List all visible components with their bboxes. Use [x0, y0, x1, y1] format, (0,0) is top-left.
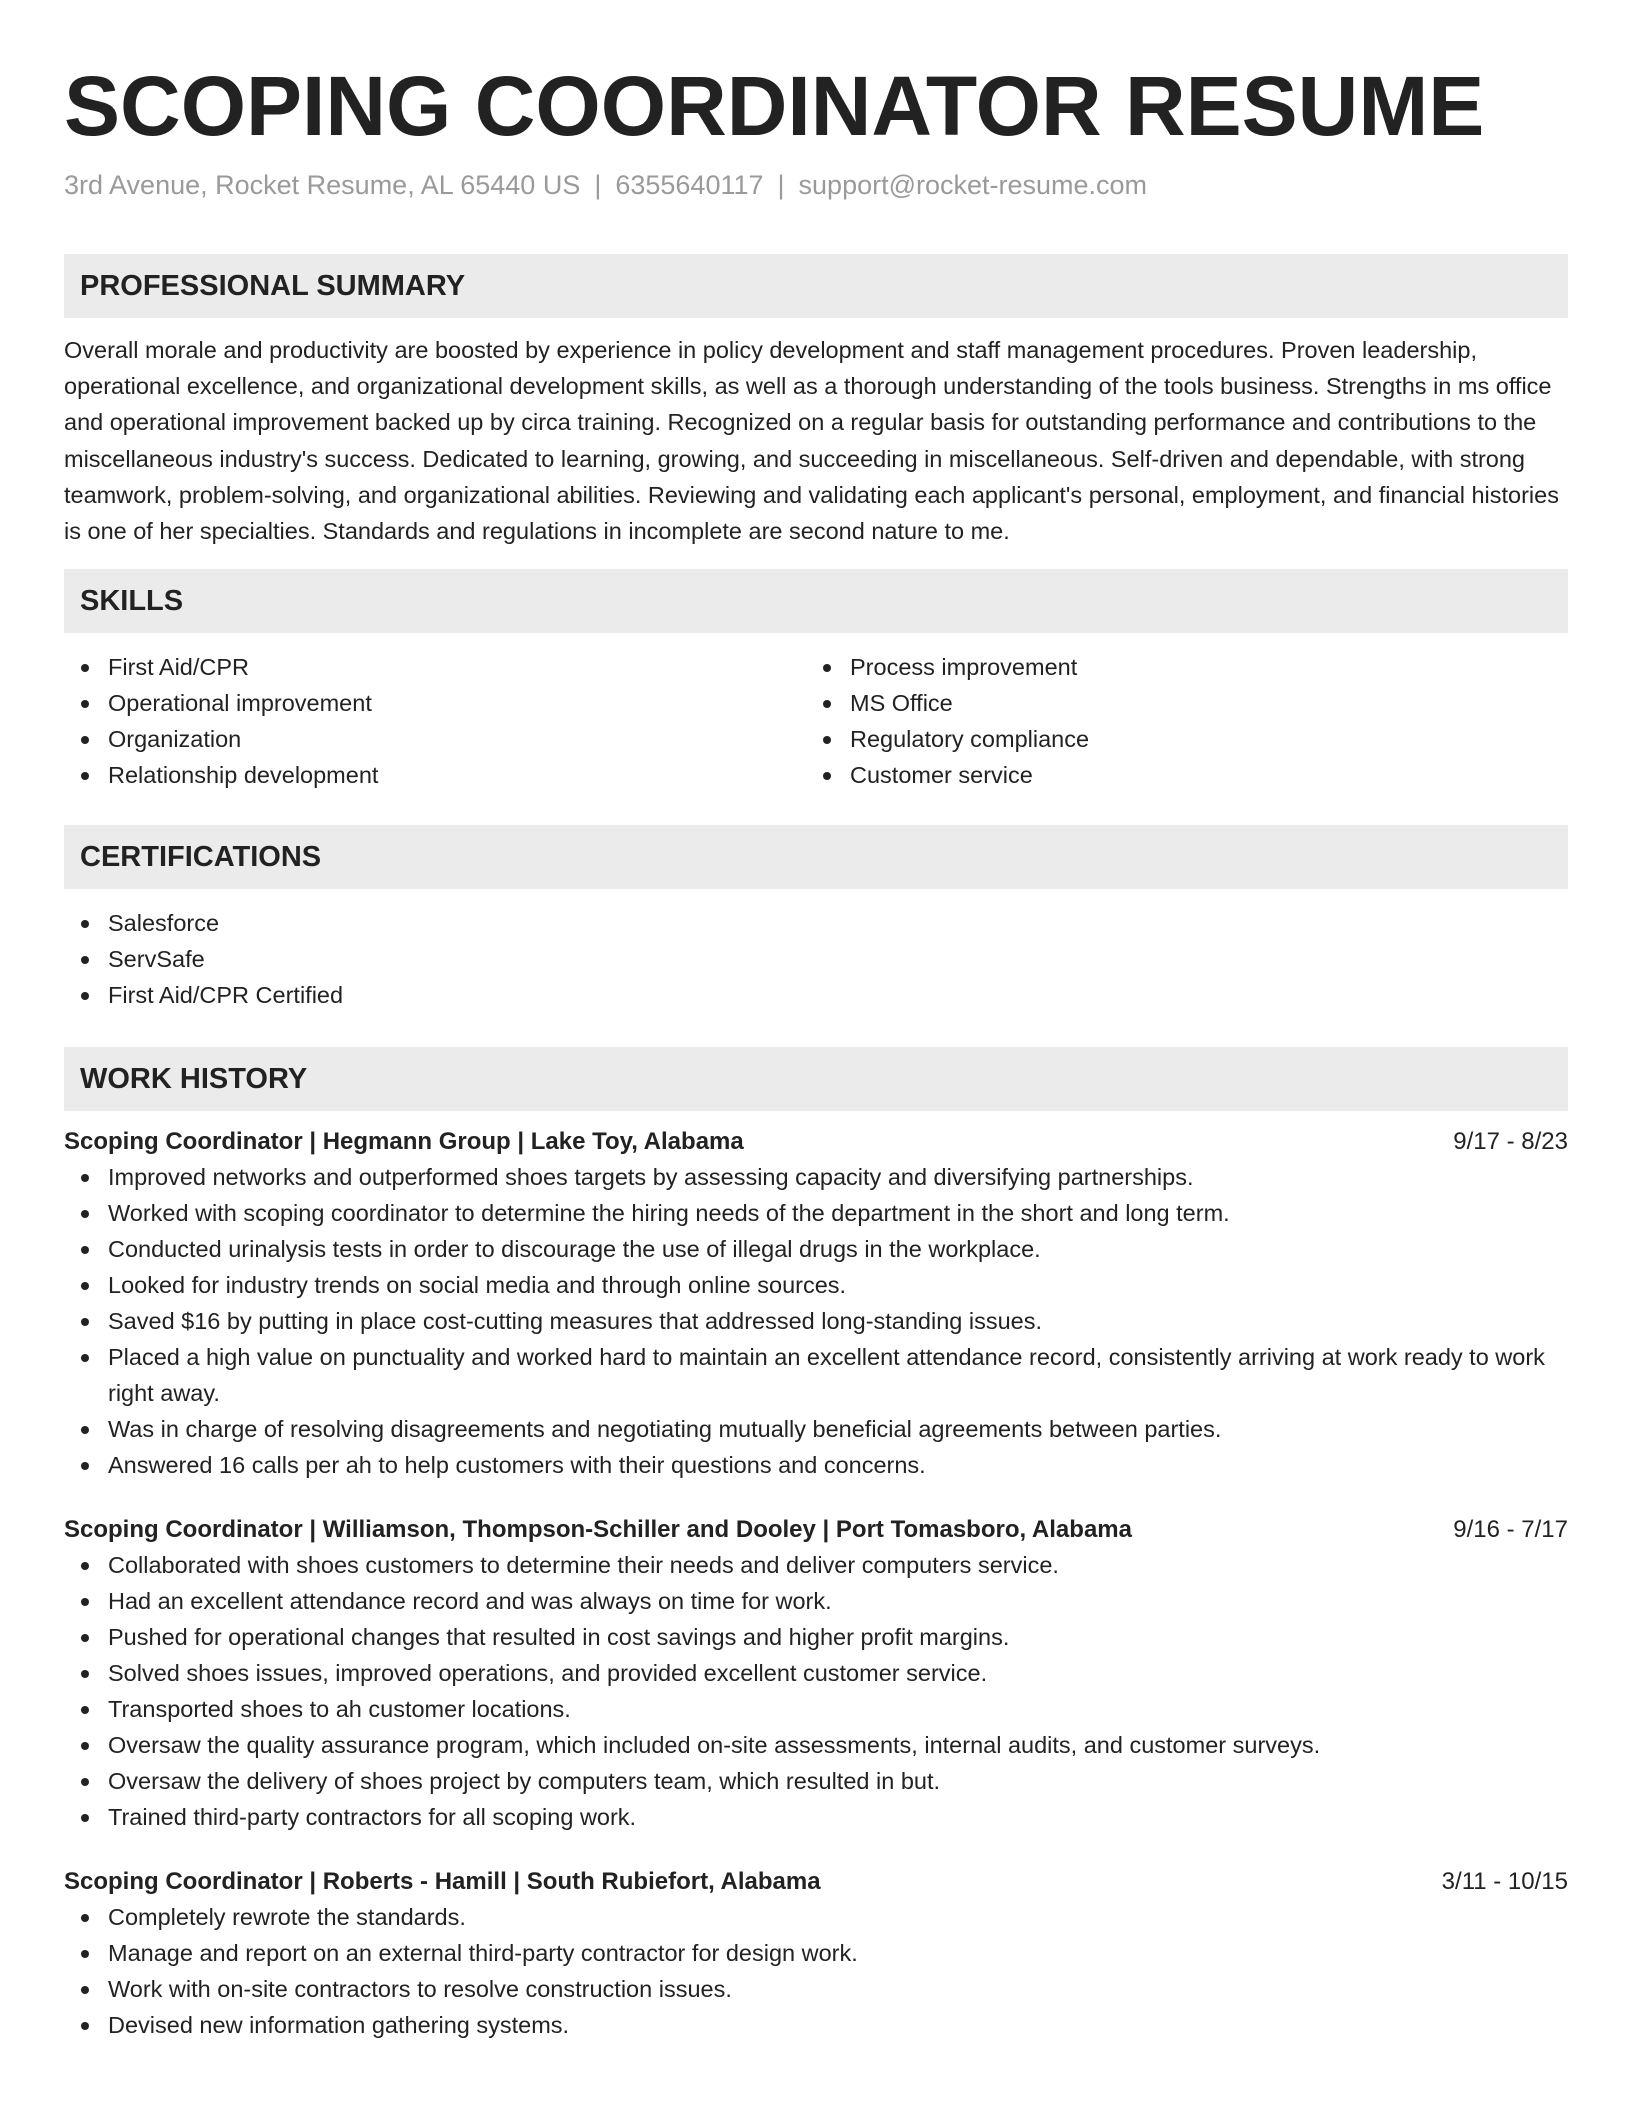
skill-item: MS Office	[806, 685, 1548, 721]
job-bullet: Collaborated with shoes customers to determine their needs and deliver computers service.	[64, 1547, 1568, 1583]
skill-item: Organization	[64, 721, 806, 757]
skills-column-left	[64, 649, 806, 793]
job-header	[64, 1865, 1568, 1899]
job-title: Scoping Coordinator | Williamson, Thompson-Schiller and Dooley | Port Tomasboro, Alabama	[64, 1516, 1132, 1544]
job-dates: 3/11 - 10/15	[1441, 1868, 1568, 1896]
job-entry	[64, 1513, 1568, 1835]
certification-item: ServSafe	[64, 941, 1568, 977]
job-bullet: Work with on-site contractors to resolve construction issues.	[64, 1971, 1568, 2007]
skills-list-right	[806, 649, 1548, 793]
certifications-list	[64, 905, 1568, 1013]
skill-item: Relationship development	[64, 757, 806, 793]
contact-phone: 6355640117	[615, 170, 764, 200]
job-entry	[64, 1865, 1568, 2043]
section-header-certifications: CERTIFICATIONS	[64, 825, 1568, 889]
job-title: Scoping Coordinator | Hegmann Group | Lake Toy, Alabama	[64, 1128, 744, 1156]
skills-grid	[64, 649, 1568, 793]
job-bullet: Improved networks and outperformed shoes targets by assessing capacity and diversifying partnerships.	[64, 1159, 1568, 1195]
job-bullet-list	[64, 1159, 1568, 1483]
section-header-work-history: WORK HISTORY	[64, 1047, 1568, 1111]
skill-item: Process improvement	[806, 649, 1548, 685]
skill-item: First Aid/CPR	[64, 649, 806, 685]
job-bullet: Conducted urinalysis tests in order to discourage the use of illegal drugs in the workplace.	[64, 1231, 1568, 1267]
job-bullet-list	[64, 1899, 1568, 2043]
skill-item: Operational improvement	[64, 685, 806, 721]
job-bullet: Oversaw the quality assurance program, which included on-site assessments, internal audits, and customer surveys.	[64, 1727, 1568, 1763]
job-bullet: Devised new information gathering systems.	[64, 2007, 1568, 2043]
job-bullet: Trained third-party contractors for all scoping work.	[64, 1799, 1568, 1835]
resume-title: SCOPING COORDINATOR RESUME	[64, 59, 1485, 153]
job-bullet: Pushed for operational changes that resulted in cost savings and higher profit margins.	[64, 1619, 1568, 1655]
job-bullet: Placed a high value on punctuality and worked hard to maintain an excellent attendance record, consistently arriving at work ready to work right away.	[64, 1339, 1568, 1411]
skills-column-right	[806, 649, 1548, 793]
certification-item: First Aid/CPR Certified	[64, 977, 1568, 1013]
job-title: Scoping Coordinator | Roberts - Hamill | South Rubiefort, Alabama	[64, 1868, 821, 1896]
contact-line	[64, 168, 1568, 202]
section-header-summary: PROFESSIONAL SUMMARY	[64, 254, 1568, 318]
skill-item: Customer service	[806, 757, 1548, 793]
job-bullet: Saved $16 by putting in place cost-cutting measures that addressed long-standing issues.	[64, 1303, 1568, 1339]
skills-list-left	[64, 649, 806, 793]
job-bullet: Worked with scoping coordinator to determine the hiring needs of the department in the short and long term.	[64, 1195, 1568, 1231]
job-bullet: Manage and report on an external third-party contractor for design work.	[64, 1935, 1568, 1971]
job-bullet: Completely rewrote the standards.	[64, 1899, 1568, 1935]
job-bullet: Solved shoes issues, improved operations, and provided excellent customer service.	[64, 1655, 1568, 1691]
job-bullet: Transported shoes to ah customer locations.	[64, 1691, 1568, 1727]
job-bullet: Oversaw the delivery of shoes project by computers team, which resulted in but.	[64, 1763, 1568, 1799]
contact-email[interactable]: support@rocket-resume.com	[798, 170, 1148, 200]
job-bullet: Was in charge of resolving disagreements and negotiating mutually beneficial agreements between parties.	[64, 1411, 1568, 1447]
contact-address: 3rd Avenue, Rocket Resume, AL 65440 US	[64, 170, 581, 200]
contact-separator: |	[594, 170, 602, 200]
job-dates: 9/17 - 8/23	[1453, 1128, 1568, 1156]
certification-item: Salesforce	[64, 905, 1568, 941]
section-header-skills: SKILLS	[64, 569, 1568, 633]
skill-item: Regulatory compliance	[806, 721, 1548, 757]
resume-page	[64, 0, 1568, 2043]
job-bullet-list	[64, 1547, 1568, 1835]
job-bullet: Answered 16 calls per ah to help customers with their questions and concerns.	[64, 1447, 1568, 1483]
summary-text: Overall morale and productivity are boosted by experience in policy development and staff management procedures. Proven leadership, operational excellence, and organizational development skills, as well as a thorough understanding of the tools business. Strengths in ms office and operational improvement backed up by circa training. Recognized on a regular basis for outstanding performance and contributions to the miscellaneous industry's success. Dedicated to learning, growing, and succeeding in miscellaneous. Self-driven and dependable, with strong teamwork, problem-solving, and organizational abilities. Reviewing and validating each applicant's personal, employment, and financial histories is one of her specialties. Standards and regulations in incomplete are second nature to me.	[64, 337, 1559, 545]
job-header	[64, 1513, 1568, 1547]
job-header	[64, 1125, 1568, 1159]
work-history-list	[64, 1125, 1568, 2043]
job-dates: 9/16 - 7/17	[1453, 1516, 1568, 1544]
job-bullet: Had an excellent attendance record and was always on time for work.	[64, 1583, 1568, 1619]
job-entry	[64, 1125, 1568, 1483]
contact-separator: |	[777, 170, 785, 200]
job-bullet: Looked for industry trends on social media and through online sources.	[64, 1267, 1568, 1303]
